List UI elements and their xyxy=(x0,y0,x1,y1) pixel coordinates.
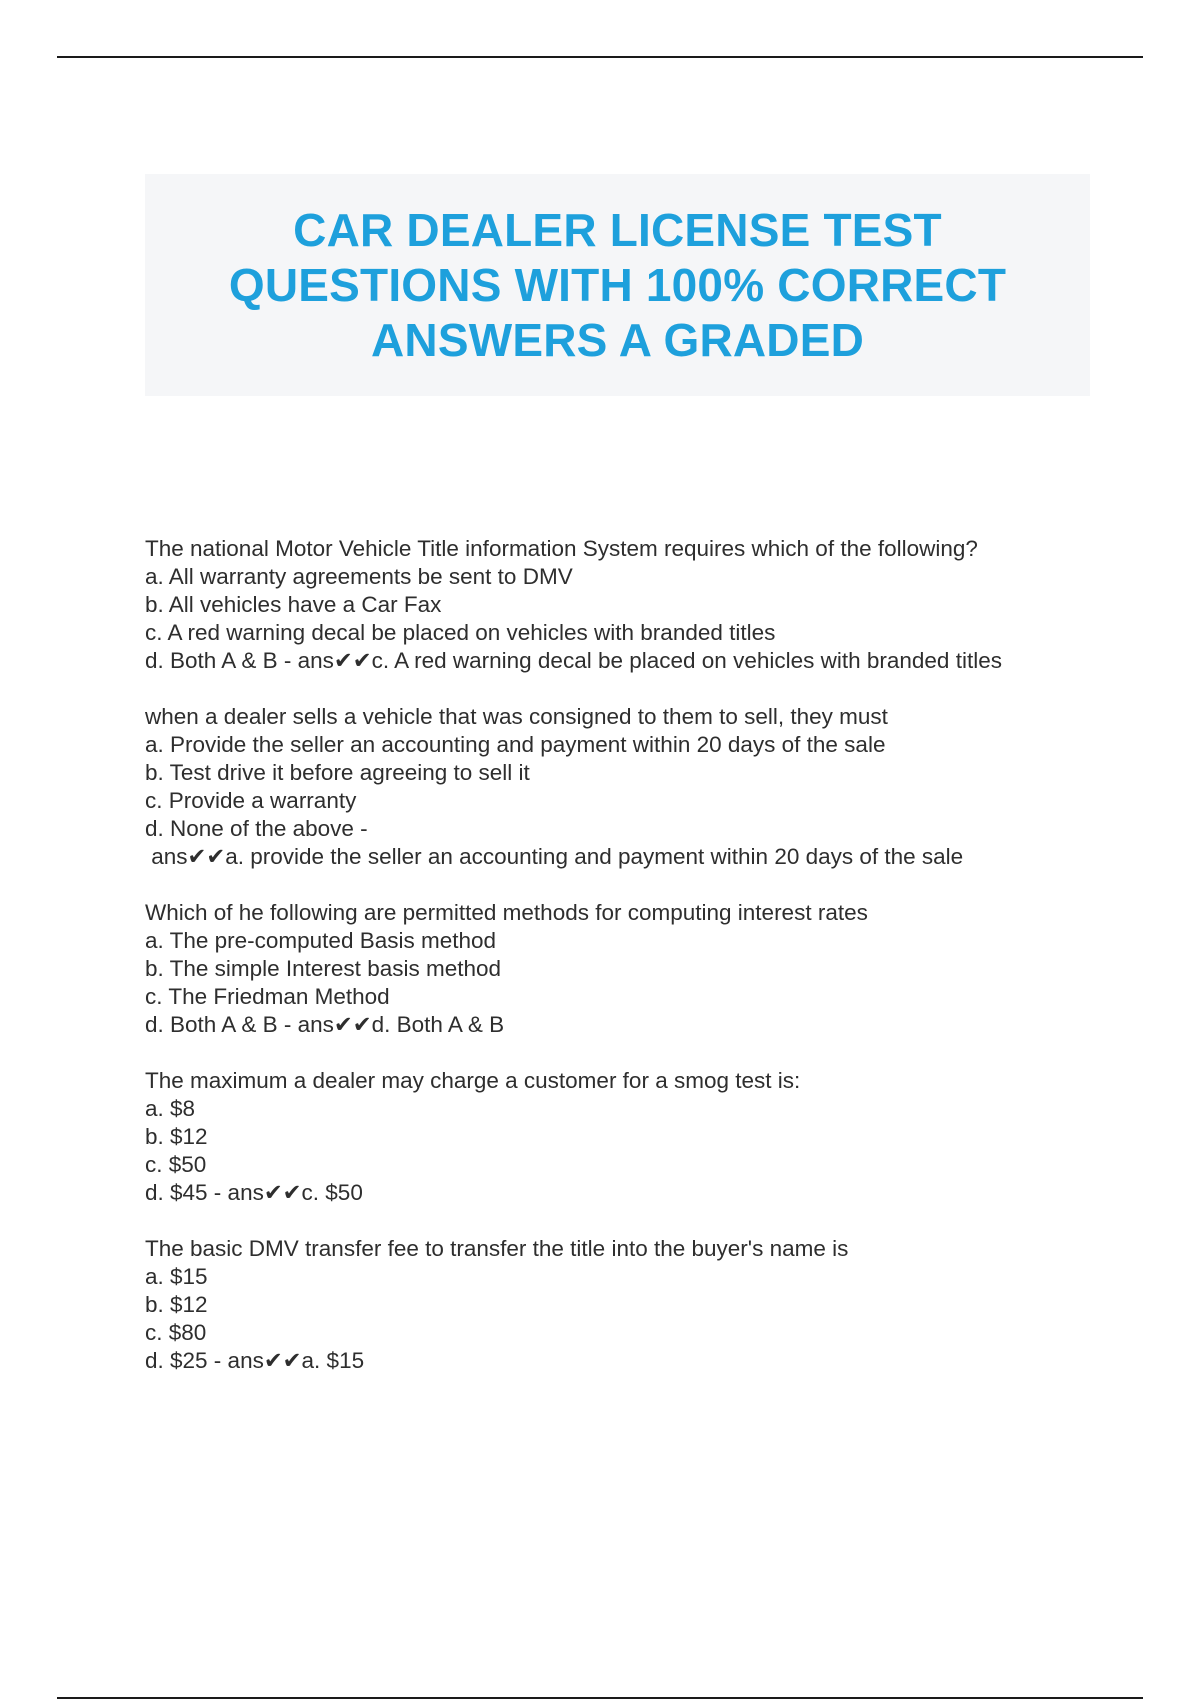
answer-option: b. Test drive it before agreeing to sell it xyxy=(145,760,530,785)
question-block xyxy=(145,535,1145,675)
question-text: when a dealer sells a vehicle that was consigned to them to sell, they must xyxy=(145,704,888,729)
answer-option: c. Provide a warranty xyxy=(145,788,357,813)
answer-option: c. The Friedman Method xyxy=(145,984,390,1009)
answer-option: b. The simple Interest basis method xyxy=(145,956,502,981)
question-block xyxy=(145,703,1145,871)
answer-option: d. None of the above - xyxy=(145,816,368,841)
answer-option: c. $80 xyxy=(145,1320,207,1345)
answer-option: a. All warranty agreements be sent to DMV xyxy=(145,564,573,589)
document-title: CAR DEALER LICENSE TEST QUESTIONS WITH 100% CORRECT ANSWERS A GRADED xyxy=(228,203,1007,366)
question-block xyxy=(145,899,1145,1039)
question-text: The maximum a dealer may charge a customer for a smog test is: xyxy=(145,1068,801,1093)
answer-option-with-key: d. $45 - ans✔✔c. $50 xyxy=(145,1180,363,1205)
answer-option-with-key: d. Both A & B - ans✔✔d. Both A & B xyxy=(145,1012,505,1037)
question-text: The basic DMV transfer fee to transfer the title into the buyer's name is xyxy=(145,1236,849,1261)
bottom-rule xyxy=(57,1697,1143,1699)
answer-option: a. $15 xyxy=(145,1264,208,1289)
top-rule xyxy=(57,56,1143,58)
answer-option: a. The pre-computed Basis method xyxy=(145,928,497,953)
question-list xyxy=(145,535,1145,1403)
title-banner xyxy=(145,174,1090,396)
answer-option: a. $8 xyxy=(145,1096,196,1121)
answer-key: ans✔✔a. provide the seller an accounting and payment within 20 days of the sale xyxy=(145,844,964,869)
answer-option: c. $50 xyxy=(145,1152,207,1177)
answer-option-with-key: d. $25 - ans✔✔a. $15 xyxy=(145,1348,365,1373)
question-block xyxy=(145,1067,1145,1207)
question-block xyxy=(145,1235,1145,1375)
answer-option-with-key: d. Both A & B - ans✔✔c. A red warning decal be placed on vehicles with branded titles xyxy=(145,648,1002,673)
answer-option: c. A red warning decal be placed on vehicles with branded titles xyxy=(145,620,776,645)
answer-option: b. $12 xyxy=(145,1124,208,1149)
question-text: Which of he following are permitted methods for computing interest rates xyxy=(145,900,868,925)
answer-option: a. Provide the seller an accounting and payment within 20 days of the sale xyxy=(145,732,886,757)
answer-option: b. All vehicles have a Car Fax xyxy=(145,592,442,617)
answer-option: b. $12 xyxy=(145,1292,208,1317)
question-text: The national Motor Vehicle Title information System requires which of the following? xyxy=(145,536,978,561)
